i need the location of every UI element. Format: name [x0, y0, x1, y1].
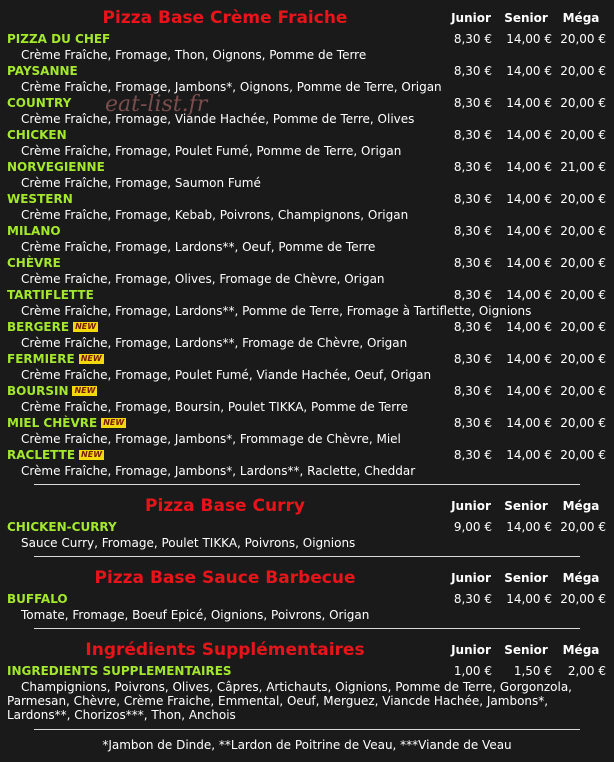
item-name-text: BUFFALO	[7, 592, 68, 606]
menu-item-row	[0, 159, 614, 191]
price-junior: 8,30 €	[453, 224, 492, 238]
new-badge: NEW	[74, 386, 96, 395]
item-name-text: WESTERN	[7, 192, 73, 206]
section-title: Pizza Base Sauce Barbecue	[94, 568, 356, 588]
menu-item-row	[0, 255, 614, 287]
price-junior: 8,30 €	[453, 256, 492, 270]
item-name-text: CHICKEN	[7, 128, 67, 142]
price-junior: 9,00 €	[453, 520, 492, 534]
price-junior: 8,30 €	[453, 160, 492, 174]
price-mega: 20,00 €	[560, 64, 606, 78]
item-name-text: CHÈVRE	[7, 256, 61, 270]
item-name	[7, 96, 71, 111]
price-junior: 8,30 €	[453, 320, 492, 334]
price-mega: 20,00 €	[560, 288, 606, 302]
item-name	[7, 32, 110, 47]
price-mega: 20,00 €	[560, 520, 606, 534]
new-badge: NEW	[103, 418, 125, 427]
item-name-text: FERMIERE	[7, 352, 75, 366]
item-name	[7, 384, 97, 399]
section-header-barbecue	[0, 565, 614, 589]
price-senior: 14,00 €	[506, 520, 552, 534]
item-description: Crème Fraîche, Fromage, Jambons*, Frommage de Chèvre, Miel	[21, 432, 401, 446]
menu-item-row	[0, 447, 614, 479]
section-title: Pizza Base Curry	[145, 496, 305, 516]
item-description: Crème Fraîche, Fromage, Kebab, Poivrons, Champignons, Origan	[21, 208, 409, 222]
item-name	[7, 160, 105, 175]
menu-item-row	[0, 127, 614, 159]
item-name	[7, 256, 61, 271]
menu-item-row	[0, 351, 614, 383]
column-header-mega: Méga	[562, 571, 600, 585]
column-header-junior: Junior	[451, 571, 491, 585]
item-name-text: CHICKEN-CURRY	[7, 520, 117, 534]
section-divider	[34, 729, 580, 730]
price-junior: 8,30 €	[453, 592, 492, 606]
menu-item-row	[0, 63, 614, 95]
price-mega: 20,00 €	[560, 128, 606, 142]
column-header-senior: Senior	[504, 11, 548, 25]
price-senior: 14,00 €	[506, 224, 552, 238]
price-mega: 20,00 €	[560, 592, 606, 606]
item-name-text: MIEL CHÈVRE	[7, 416, 98, 430]
column-header-senior: Senior	[504, 571, 548, 585]
item-description: Crème Fraîche, Fromage, Lardons**, Pomme de Terre, Fromage à Tartiflette, Oignions	[21, 304, 532, 318]
price-mega: 20,00 €	[560, 384, 606, 398]
menu-item-row	[0, 95, 614, 127]
column-header-senior: Senior	[504, 499, 548, 513]
item-name-text: BERGERE	[7, 320, 70, 334]
section-divider	[34, 484, 580, 485]
item-name	[7, 192, 73, 207]
item-name	[7, 128, 67, 143]
price-senior: 14,00 €	[506, 320, 552, 334]
item-name	[7, 592, 68, 607]
price-mega: 20,00 €	[560, 192, 606, 206]
price-senior: 14,00 €	[506, 416, 552, 430]
item-name-text: TARTIFLETTE	[7, 288, 94, 302]
item-description: Crème Fraîche, Fromage, Olives, Fromage de Chèvre, Origan	[21, 272, 385, 286]
price-mega: 20,00 €	[560, 256, 606, 270]
item-description: Crème Fraîche, Fromage, Poulet Fumé, Viande Hachée, Oeuf, Origan	[21, 368, 432, 382]
menu-item-row	[0, 519, 614, 551]
price-junior: 8,30 €	[453, 192, 492, 206]
item-name	[7, 320, 98, 335]
item-name-text: PAYSANNE	[7, 64, 78, 78]
price-junior: 8,30 €	[453, 128, 492, 142]
price-mega: 20,00 €	[560, 96, 606, 110]
item-description: Crème Fraîche, Fromage, Boursin, Poulet TIKKA, Pomme de Terre	[21, 400, 409, 414]
section-header-curry	[0, 493, 614, 517]
item-name-text: RACLETTE	[7, 448, 76, 462]
section-header-creme-fraiche	[0, 5, 614, 29]
menu-item-row	[0, 591, 614, 623]
price-senior: 14,00 €	[506, 256, 552, 270]
item-name	[7, 224, 61, 239]
price-senior: 14,00 €	[506, 128, 552, 142]
item-description: Tomate, Fromage, Boeuf Epicé, Oignions, Poivrons, Origan	[21, 608, 370, 622]
item-description: Crème Fraîche, Fromage, Lardons**, Oeuf, Pomme de Terre	[21, 240, 376, 254]
item-name	[7, 416, 126, 431]
item-name	[7, 64, 78, 79]
price-senior: 14,00 €	[506, 352, 552, 366]
column-header-junior: Junior	[451, 11, 491, 25]
new-badge: NEW	[81, 450, 103, 459]
item-description: Crème Fraîche, Fromage, Lardons**, Fromage de Chèvre, Origan	[21, 336, 408, 350]
column-header-mega: Méga	[562, 643, 600, 657]
item-name	[7, 520, 117, 535]
item-description: Crème Fraîche, Fromage, Viande Hachée, Pomme de Terre, Olives	[21, 112, 415, 126]
section-title: Ingrédients Supplémentaires	[85, 640, 365, 660]
new-badge: NEW	[80, 354, 102, 363]
column-header-mega: Méga	[562, 11, 600, 25]
price-junior: 8,30 €	[453, 448, 492, 462]
price-junior: 8,30 €	[453, 32, 492, 46]
item-name-text: BOURSIN	[7, 384, 69, 398]
menu-item-row	[0, 663, 614, 722]
price-junior: 8,30 €	[453, 288, 492, 302]
item-name-text: COUNTRY	[7, 96, 72, 110]
price-mega: 20,00 €	[560, 320, 606, 334]
item-description: Crème Fraîche, Fromage, Saumon Fumé	[21, 176, 261, 190]
price-senior: 14,00 €	[506, 384, 552, 398]
menu-item-row	[0, 223, 614, 255]
section-divider	[34, 556, 580, 557]
item-name-text: INGREDIENTS SUPPLEMENTAIRES	[7, 664, 232, 678]
price-junior: 8,30 €	[453, 96, 492, 110]
price-senior: 14,00 €	[506, 32, 552, 46]
price-mega: 2,00 €	[567, 664, 606, 678]
price-junior: 1,00 €	[453, 664, 492, 678]
menu-item-row	[0, 191, 614, 223]
price-mega: 20,00 €	[560, 352, 606, 366]
item-description: Sauce Curry, Fromage, Poulet TIKKA, Poivrons, Oignions	[21, 536, 356, 550]
price-senior: 14,00 €	[506, 96, 552, 110]
section-header-extras	[0, 637, 614, 661]
price-mega: 20,00 €	[560, 416, 606, 430]
item-name	[7, 664, 232, 679]
price-senior: 14,00 €	[506, 192, 552, 206]
price-mega: 20,00 €	[560, 448, 606, 462]
watermark-logo: eat-list.fr	[105, 92, 208, 117]
menu-item-row	[0, 415, 614, 447]
price-senior: 14,00 €	[506, 160, 552, 174]
item-description: Crème Fraîche, Fromage, Thon, Oignons, Pomme de Terre	[21, 48, 367, 62]
item-description: Crème Fraîche, Fromage, Jambons*, Lardons**, Raclette, Cheddar	[21, 464, 416, 478]
item-description: Champignions, Poivrons, Olives, Câpres, Artichauts, Oignions, Pomme de Terre, Gorgonzola, Parmesan, Chèvre, Crème Fraiche, Emmental, Oeuf, Merguez, Viancde Hachée, Jambons*, Lardons**, Chorizos***, Thon, Anchois	[7, 680, 572, 722]
column-header-junior: Junior	[451, 643, 491, 657]
price-junior: 8,30 €	[453, 352, 492, 366]
menu-item-row	[0, 383, 614, 415]
price-junior: 8,30 €	[453, 384, 492, 398]
item-name-text: MILANO	[7, 224, 61, 238]
item-name-text: NORVEGIENNE	[7, 160, 105, 174]
item-description: Crème Fraîche, Fromage, Jambons*, Oignons, Pomme de Terre, Origan	[21, 80, 442, 94]
item-name	[7, 352, 104, 367]
price-senior: 1,50 €	[513, 664, 552, 678]
section-divider	[34, 628, 580, 629]
column-header-mega: Méga	[562, 499, 600, 513]
menu-item-row	[0, 287, 614, 319]
footnote: *Jambon de Dinde, **Lardon de Poitrine de Veau, ***Viande de Veau	[102, 738, 512, 752]
price-senior: 14,00 €	[506, 592, 552, 606]
menu-item-row	[0, 31, 614, 63]
price-mega: 20,00 €	[560, 32, 606, 46]
price-senior: 14,00 €	[506, 64, 552, 78]
price-senior: 14,00 €	[506, 288, 552, 302]
item-name	[7, 288, 94, 303]
section-title: Pizza Base Crème Fraiche	[102, 8, 348, 28]
price-senior: 14,00 €	[506, 448, 552, 462]
column-header-junior: Junior	[451, 499, 491, 513]
new-badge: NEW	[75, 322, 97, 331]
item-name-text: PIZZA DU CHEF	[7, 32, 111, 46]
price-mega: 21,00 €	[560, 160, 606, 174]
column-header-senior: Senior	[504, 643, 548, 657]
menu-item-row	[0, 319, 614, 351]
item-name	[7, 448, 104, 463]
price-junior: 8,30 €	[453, 64, 492, 78]
item-description: Crème Fraîche, Fromage, Poulet Fumé, Pomme de Terre, Origan	[21, 144, 402, 158]
price-junior: 8,30 €	[453, 416, 492, 430]
price-mega: 20,00 €	[560, 224, 606, 238]
